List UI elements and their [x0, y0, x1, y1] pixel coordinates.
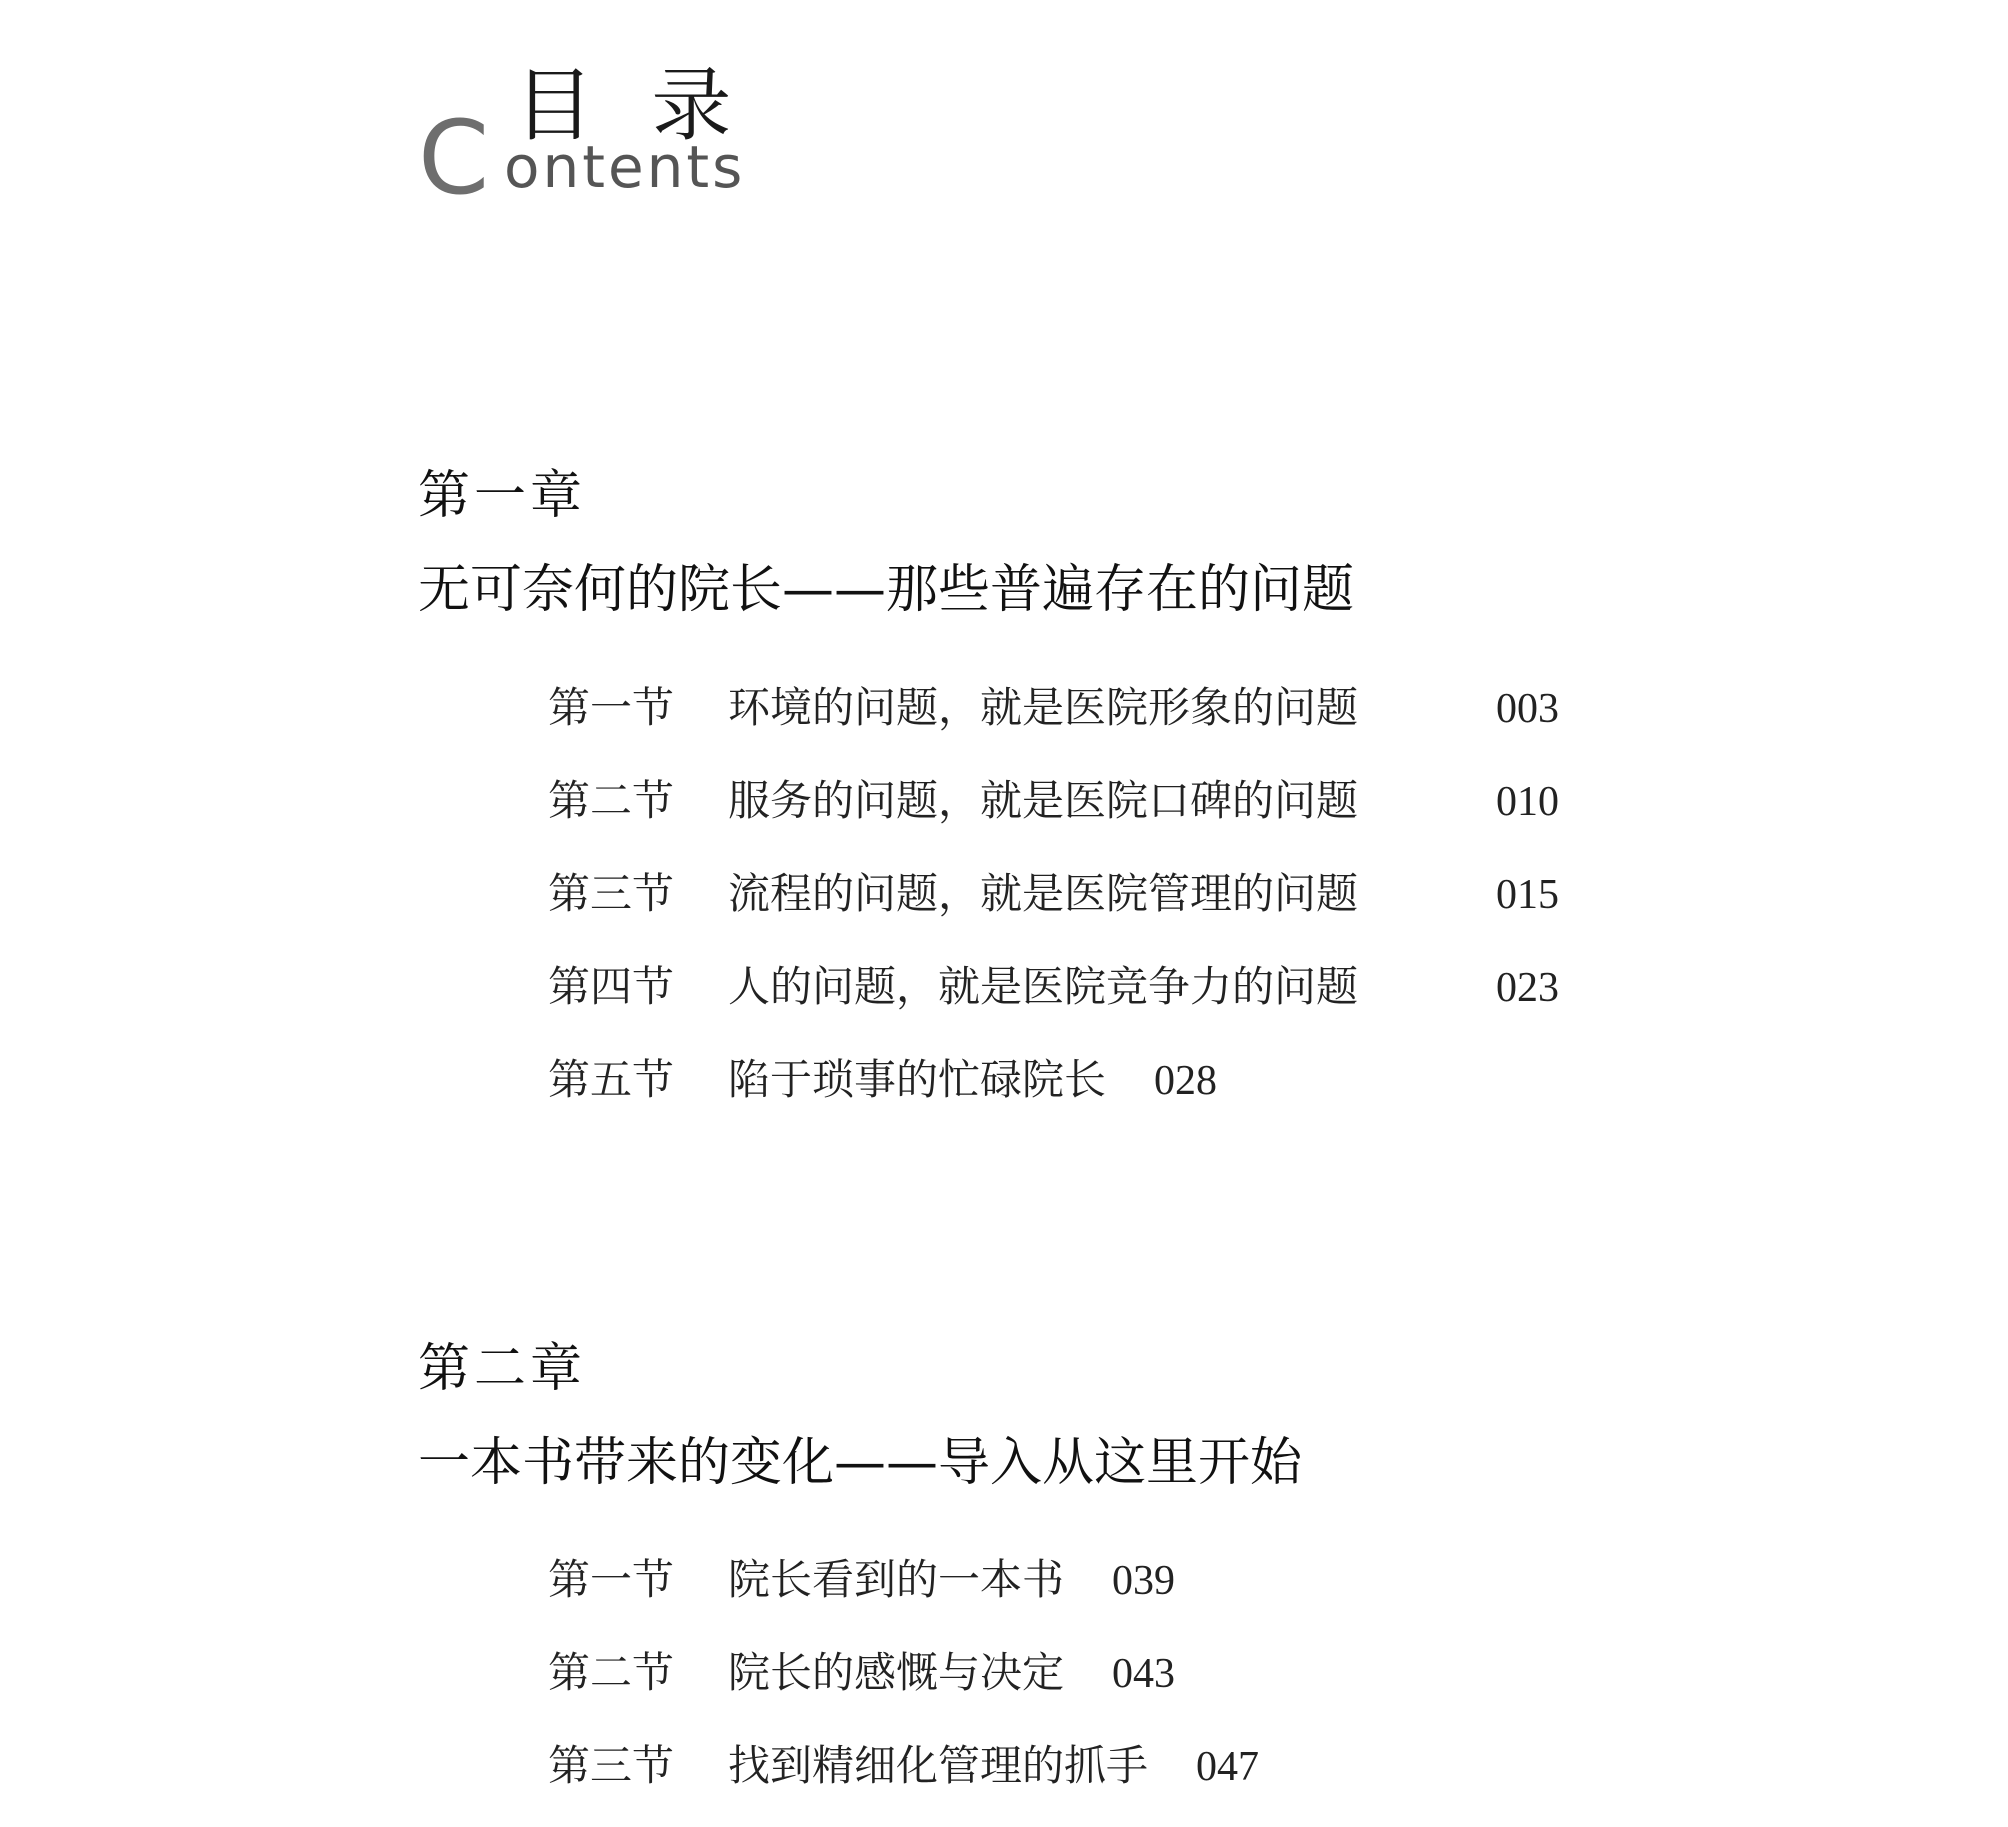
toc-entry[interactable] [548, 965, 1559, 1011]
chapter-title: 一本书带来的变化——导入从这里开始 [418, 1433, 1303, 1493]
toc-entry[interactable] [548, 872, 1559, 918]
toc-title-initial: C [418, 99, 490, 218]
toc-entry[interactable] [548, 1560, 1175, 1602]
section-number: 第四节 [548, 965, 675, 1011]
section-page-number: 028 [1154, 1058, 1218, 1104]
chapter-2 [418, 1339, 1718, 1493]
section-page-number: 039 [1112, 1558, 1176, 1604]
section-title: 流程的问题，就是医院管理的问题 [728, 872, 1359, 918]
section-number: 第五节 [548, 1058, 675, 1104]
toc-header [418, 58, 778, 218]
section-number: 第二节 [548, 779, 675, 825]
toc-entry[interactable] [548, 779, 1559, 825]
section-number: 第一节 [548, 686, 675, 732]
toc-entry[interactable] [548, 1746, 1259, 1788]
section-page-number: 003 [1496, 686, 1559, 732]
toc-entry[interactable] [548, 1653, 1175, 1695]
section-number: 第一节 [548, 1558, 675, 1604]
section-title: 院长的感慨与决定 [728, 1651, 1065, 1697]
section-title: 院长看到的一本书 [728, 1558, 1065, 1604]
section-page-number: 015 [1496, 872, 1559, 918]
toc-entry[interactable] [548, 686, 1559, 732]
section-title: 环境的问题，就是医院形象的问题 [728, 686, 1359, 732]
section-title: 陷于琐事的忙碌院长 [728, 1058, 1107, 1104]
section-page-number: 010 [1496, 779, 1559, 825]
section-page-number: 047 [1196, 1744, 1260, 1790]
section-title: 找到精细化管理的抓手 [728, 1744, 1149, 1790]
section-number: 第三节 [548, 1744, 675, 1790]
section-page-number: 023 [1496, 965, 1559, 1011]
chapter-1 [418, 466, 1718, 620]
section-title: 服务的问题，就是医院口碑的问题 [728, 779, 1359, 825]
chapter-title: 无可奈何的院长——那些普遍存在的问题 [418, 560, 1355, 620]
toc-title-chinese: 目 录 [514, 59, 748, 152]
toc-title-english: ontents [504, 133, 746, 201]
section-page-number: 043 [1112, 1651, 1176, 1697]
section-number: 第三节 [548, 872, 675, 918]
toc-entry[interactable] [548, 1060, 1217, 1102]
section-number: 第二节 [548, 1651, 675, 1697]
chapter-label: 第一章 [418, 466, 587, 526]
chapter-label: 第二章 [418, 1339, 587, 1399]
section-title: 人的问题，就是医院竞争力的问题 [728, 965, 1359, 1011]
